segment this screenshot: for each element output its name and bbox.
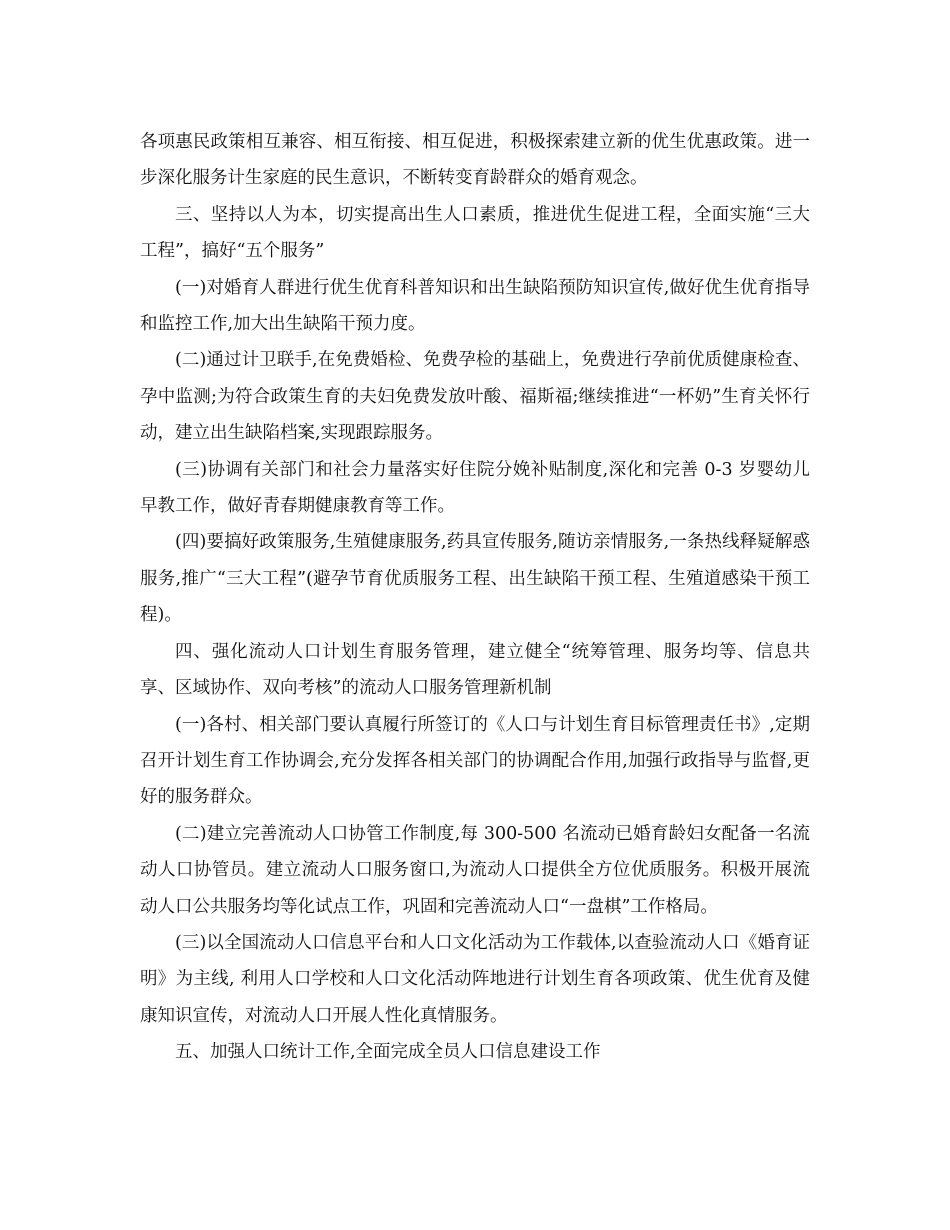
paragraph-4-3: (三)以全国流动人口信息平台和人口文化活动为工作载体,以查验流动人口《婚育证明》为主线, 利用人口学校和人口文化活动阵地进行计划生育各项政策、优生优育及健康知识宣传，对流动人口开展人性化真情服务。 [140,932,810,1026]
paragraph-4-2: (二)建立完善流动人口协管工作制度,每 300-500 名流动已婚育龄妇女配备一名流动人口协管员。建立流动人口服务窗口,为流动人口提供全方位优质服务。积极开展流动人口公共服务均等化试点工作，巩固和完善流动人口“一盘棋”工作格局。 [140,823,810,917]
section-heading-five: 五、加强人口统计工作,全面完成全员人口信息建设工作 [175,1042,601,1063]
document-body [140,124,810,1071]
section-heading-four: 四、强化流动人口计划生育服务管理，建立健全“统筹管理、服务均等、信息共享、区域协作、双向考核”的流动人口服务管理新机制 [140,641,810,699]
paragraph-3-3: (三)协调有关部门和社会力量落实好住院分娩补贴制度,深化和完善 0-3 岁婴幼儿早教工作，做好青春期健康教育等工作。 [140,459,810,517]
paragraph-3-4: (四)要搞好政策服务,生殖健康服务,药具宣传服务,随访亲情服务,一条热线释疑解惑服务,推广“三大工程”(避孕节育优质服务工程、出生缺陷干预工程、生殖道感染干预工程)。 [140,532,810,626]
section-heading-three: 三、坚持以人为本，切实提高出生人口素质，推进优生促进工程，全面实施“三大工程”，搞好“五个服务” [140,204,810,262]
paragraph-policy-integration: 各项惠民政策相互兼容、相互衔接、相互促进，积极探索建立新的优生优惠政策。进一步深化服务计生家庭的民生意识，不断转变育龄群众的婚育观念。 [140,132,810,189]
paragraph-3-1: (一)对婚育人群进行优生优育科普知识和出生缺陷预防知识宣传,做好优生优育指导和监控工作,加大出生缺陷干预力度。 [140,277,810,335]
paragraph-3-2: (二)通过计卫联手,在免费婚检、免费孕检的基础上，免费进行孕前优质健康检查、孕中监测;为符合政策生育的夫妇免费发放叶酸、福斯福;继续推进“一杯奶”生育关怀行动，建立出生缺陷档案,实现跟踪服务。 [140,350,810,444]
paragraph-4-1: (一)各村、相关部门要认真履行所签订的《人口与计划生育目标管理责任书》,定期召开计划生育工作协调会,充分发挥各相关部门的协调配合作用,加强行政指导与监督,更好的服务群众。 [140,714,810,808]
